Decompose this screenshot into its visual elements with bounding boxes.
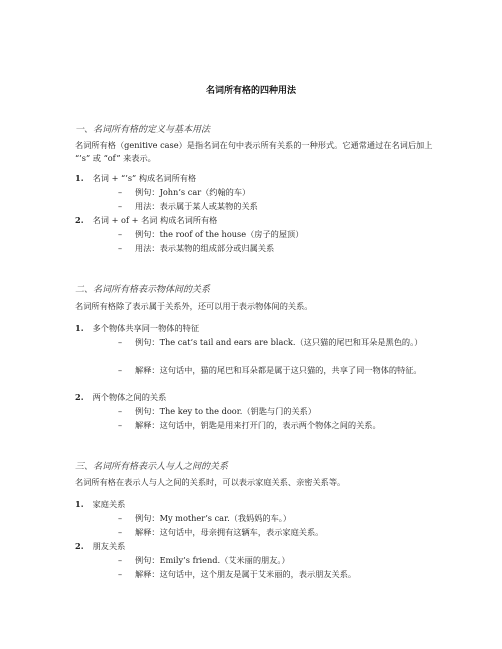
section-1-item-2	[75, 214, 435, 226]
section-1-intro: 名词所有格（genitive case）是指名词在句中表示所有关系的一种形式。它通常通过在名词后加上 “’s” 或 “of” 来表示。	[75, 140, 433, 163]
section-3-item-2-explanation	[118, 568, 440, 581]
bullet-dash: –	[118, 243, 123, 253]
item-label: 名词 + of + 名词 构成名词所有格	[92, 215, 218, 225]
section-1-item-1-usage	[118, 200, 440, 213]
example-text: 例句：The key to the door.（钥匙与门的关系）	[135, 406, 317, 416]
usage-text: 用法：表示属于某人或某物的关系	[135, 201, 258, 211]
section-2-item-2-explanation	[118, 419, 440, 432]
example-text: 例句：John’s car（约翰的车）	[135, 187, 251, 197]
example-text: 例句：Emily’s friend.（艾米丽的朋友。）	[135, 555, 290, 565]
item-label: 名词 + “’s” 构成名词所有格	[92, 173, 197, 183]
explanation-text: 解释：这句话中，这个朋友是属于艾米丽的，表示朋友关系。	[135, 569, 357, 579]
bullet-dash: –	[118, 555, 123, 565]
section-3-item-1-example	[118, 512, 440, 525]
bullet-dash: –	[118, 229, 123, 239]
item-number: 1.	[75, 173, 84, 183]
section-3-intro: 名词所有格在表示人与人之间的关系时，可以表示家庭关系、亲密关系等。	[75, 477, 346, 487]
section-2-heading: 二、名词所有格表示物体间的关系	[75, 285, 211, 295]
section-2-item-1	[75, 322, 435, 334]
section-3-item-2	[75, 540, 435, 552]
section-2-item-1-explanation	[118, 364, 440, 377]
bullet-dash: –	[118, 201, 123, 211]
bullet-dash: –	[118, 406, 123, 416]
section-1-item-2-example	[118, 228, 440, 241]
bullet-dash: –	[118, 187, 123, 197]
document-title: 名词所有格的四种用法	[205, 86, 296, 96]
item-label: 两个物体之间的关系	[92, 392, 167, 402]
section-1-item-2-usage	[118, 242, 440, 255]
item-number: 1.	[75, 323, 84, 333]
section-2-item-1-example	[118, 336, 440, 349]
section-1-heading: 一、名词所有格的定义与基本用法	[75, 125, 211, 135]
item-number: 2.	[75, 541, 84, 551]
section-3-heading: 三、名词所有格表示人与人之间的关系	[75, 462, 229, 472]
example-text: 例句：the roof of the house（房子的屋顶）	[135, 229, 304, 239]
item-number: 1.	[75, 499, 84, 509]
section-2-item-2-example	[118, 405, 440, 418]
item-label: 朋友关系	[92, 541, 126, 551]
bullet-dash: –	[118, 420, 123, 430]
bullet-dash: –	[118, 513, 123, 523]
bullet-dash: –	[118, 569, 123, 579]
section-2-item-2	[75, 391, 435, 403]
item-number: 2.	[75, 392, 84, 402]
section-1-item-1-example	[118, 186, 440, 199]
bullet-dash: –	[118, 337, 123, 347]
section-3-item-1-explanation	[118, 526, 440, 539]
bullet-dash: –	[118, 365, 123, 375]
section-2-intro: 名词所有格除了表示属于关系外，还可以用于表示物体间的关系。	[75, 301, 313, 311]
bullet-dash: –	[118, 527, 123, 537]
example-text: 例句：My mother’s car.（我妈妈的车。）	[135, 513, 292, 523]
section-3-item-1	[75, 498, 435, 510]
item-number: 2.	[75, 215, 84, 225]
item-label: 多个物体共享同一物体的特征	[92, 323, 200, 333]
section-3-item-2-example	[118, 554, 440, 567]
item-label: 家庭关系	[92, 499, 126, 509]
explanation-text: 解释：这句话中，母亲拥有这辆车，表示家庭关系。	[135, 527, 324, 537]
usage-text: 用法：表示某物的组成部分或归属关系	[135, 243, 275, 253]
section-1-item-1	[75, 172, 435, 184]
explanation-text: 解释：这句话中，猫的尾巴和耳朵都是属于这只猫的，共享了同一物体的特征。	[135, 365, 422, 375]
explanation-text: 解释：这句话中，钥匙是用来打开门的，表示两个物体之间的关系。	[135, 420, 381, 430]
example-text: 例句：The cat’s tail and ears are black.（这只猫的尾巴和耳朵是黑色的。）	[135, 337, 423, 347]
